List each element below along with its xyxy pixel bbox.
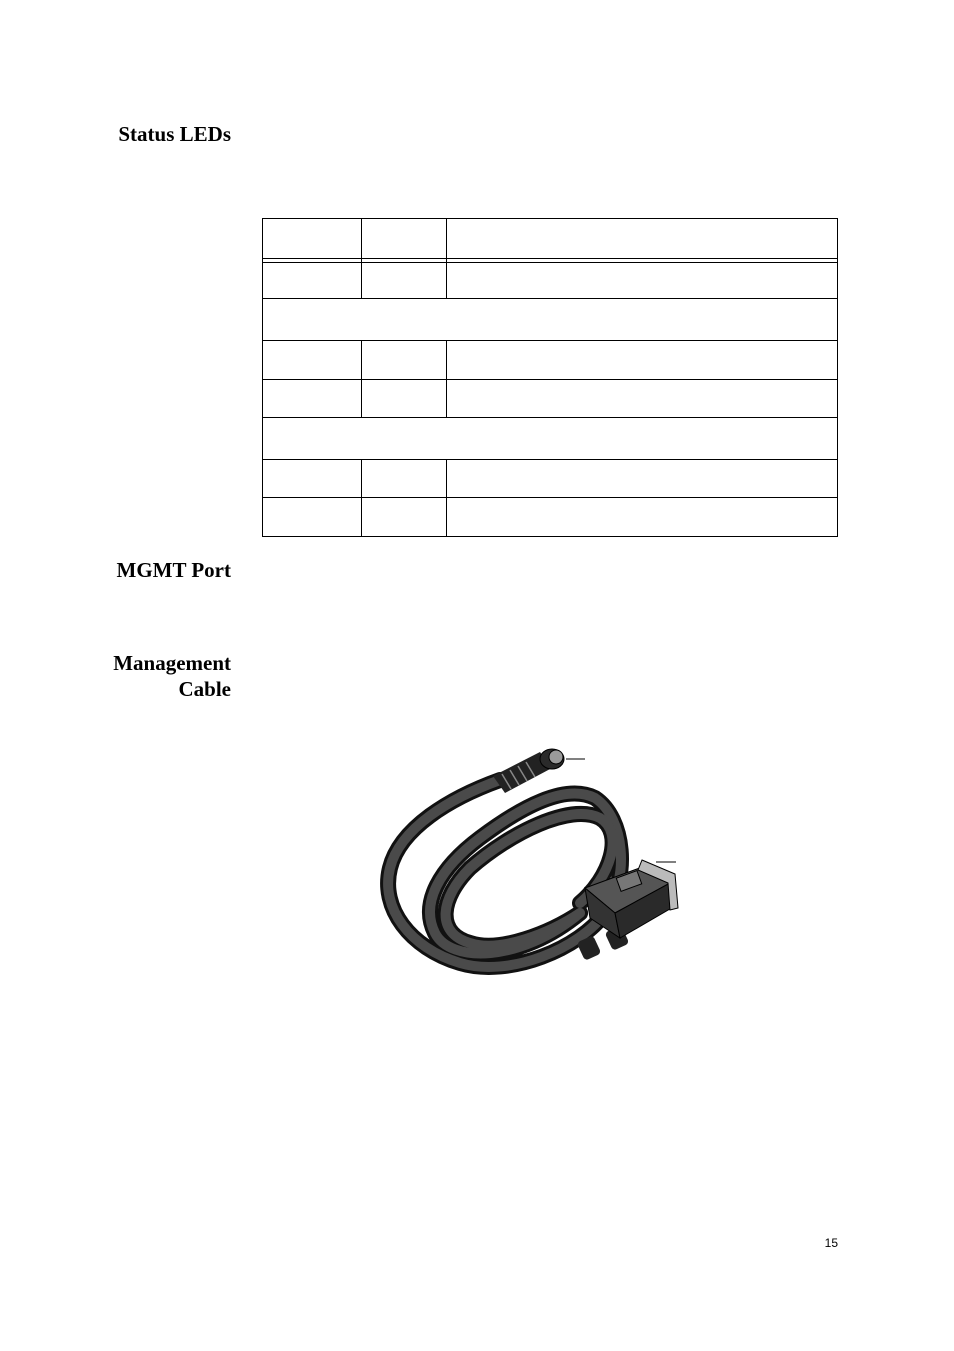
table-border-left: [262, 218, 263, 537]
table-row-rule: [262, 459, 838, 460]
section-heading-management-cable: [60, 650, 231, 702]
table-col-rule: [361, 459, 362, 537]
table-col-rule: [361, 340, 362, 417]
table-header-rule: [262, 258, 838, 259]
table-col-rule: [446, 459, 447, 537]
cable-icon: [380, 738, 690, 983]
heading-line: Management: [113, 651, 231, 675]
table-row-rule: [262, 417, 838, 418]
status-led-table: [262, 218, 838, 537]
section-heading-mgmt-port: MGMT Port: [116, 558, 231, 582]
heading-line: Cable: [178, 677, 231, 701]
table-header-rule: [262, 262, 838, 263]
table-border-top: [262, 218, 838, 219]
table-row-rule: [262, 379, 838, 380]
table-row-rule: [262, 497, 838, 498]
table-border-right: [837, 218, 838, 537]
management-cable-illustration: [380, 738, 690, 983]
table-row-rule: [262, 340, 838, 341]
table-col-rule: [446, 218, 447, 298]
page-number: 15: [824, 1236, 838, 1250]
table-col-rule: [361, 218, 362, 298]
table-col-rule: [446, 340, 447, 417]
table-row-rule: [262, 298, 838, 299]
section-heading: Status LEDs: [118, 122, 231, 146]
table-border-bottom: [262, 536, 838, 537]
